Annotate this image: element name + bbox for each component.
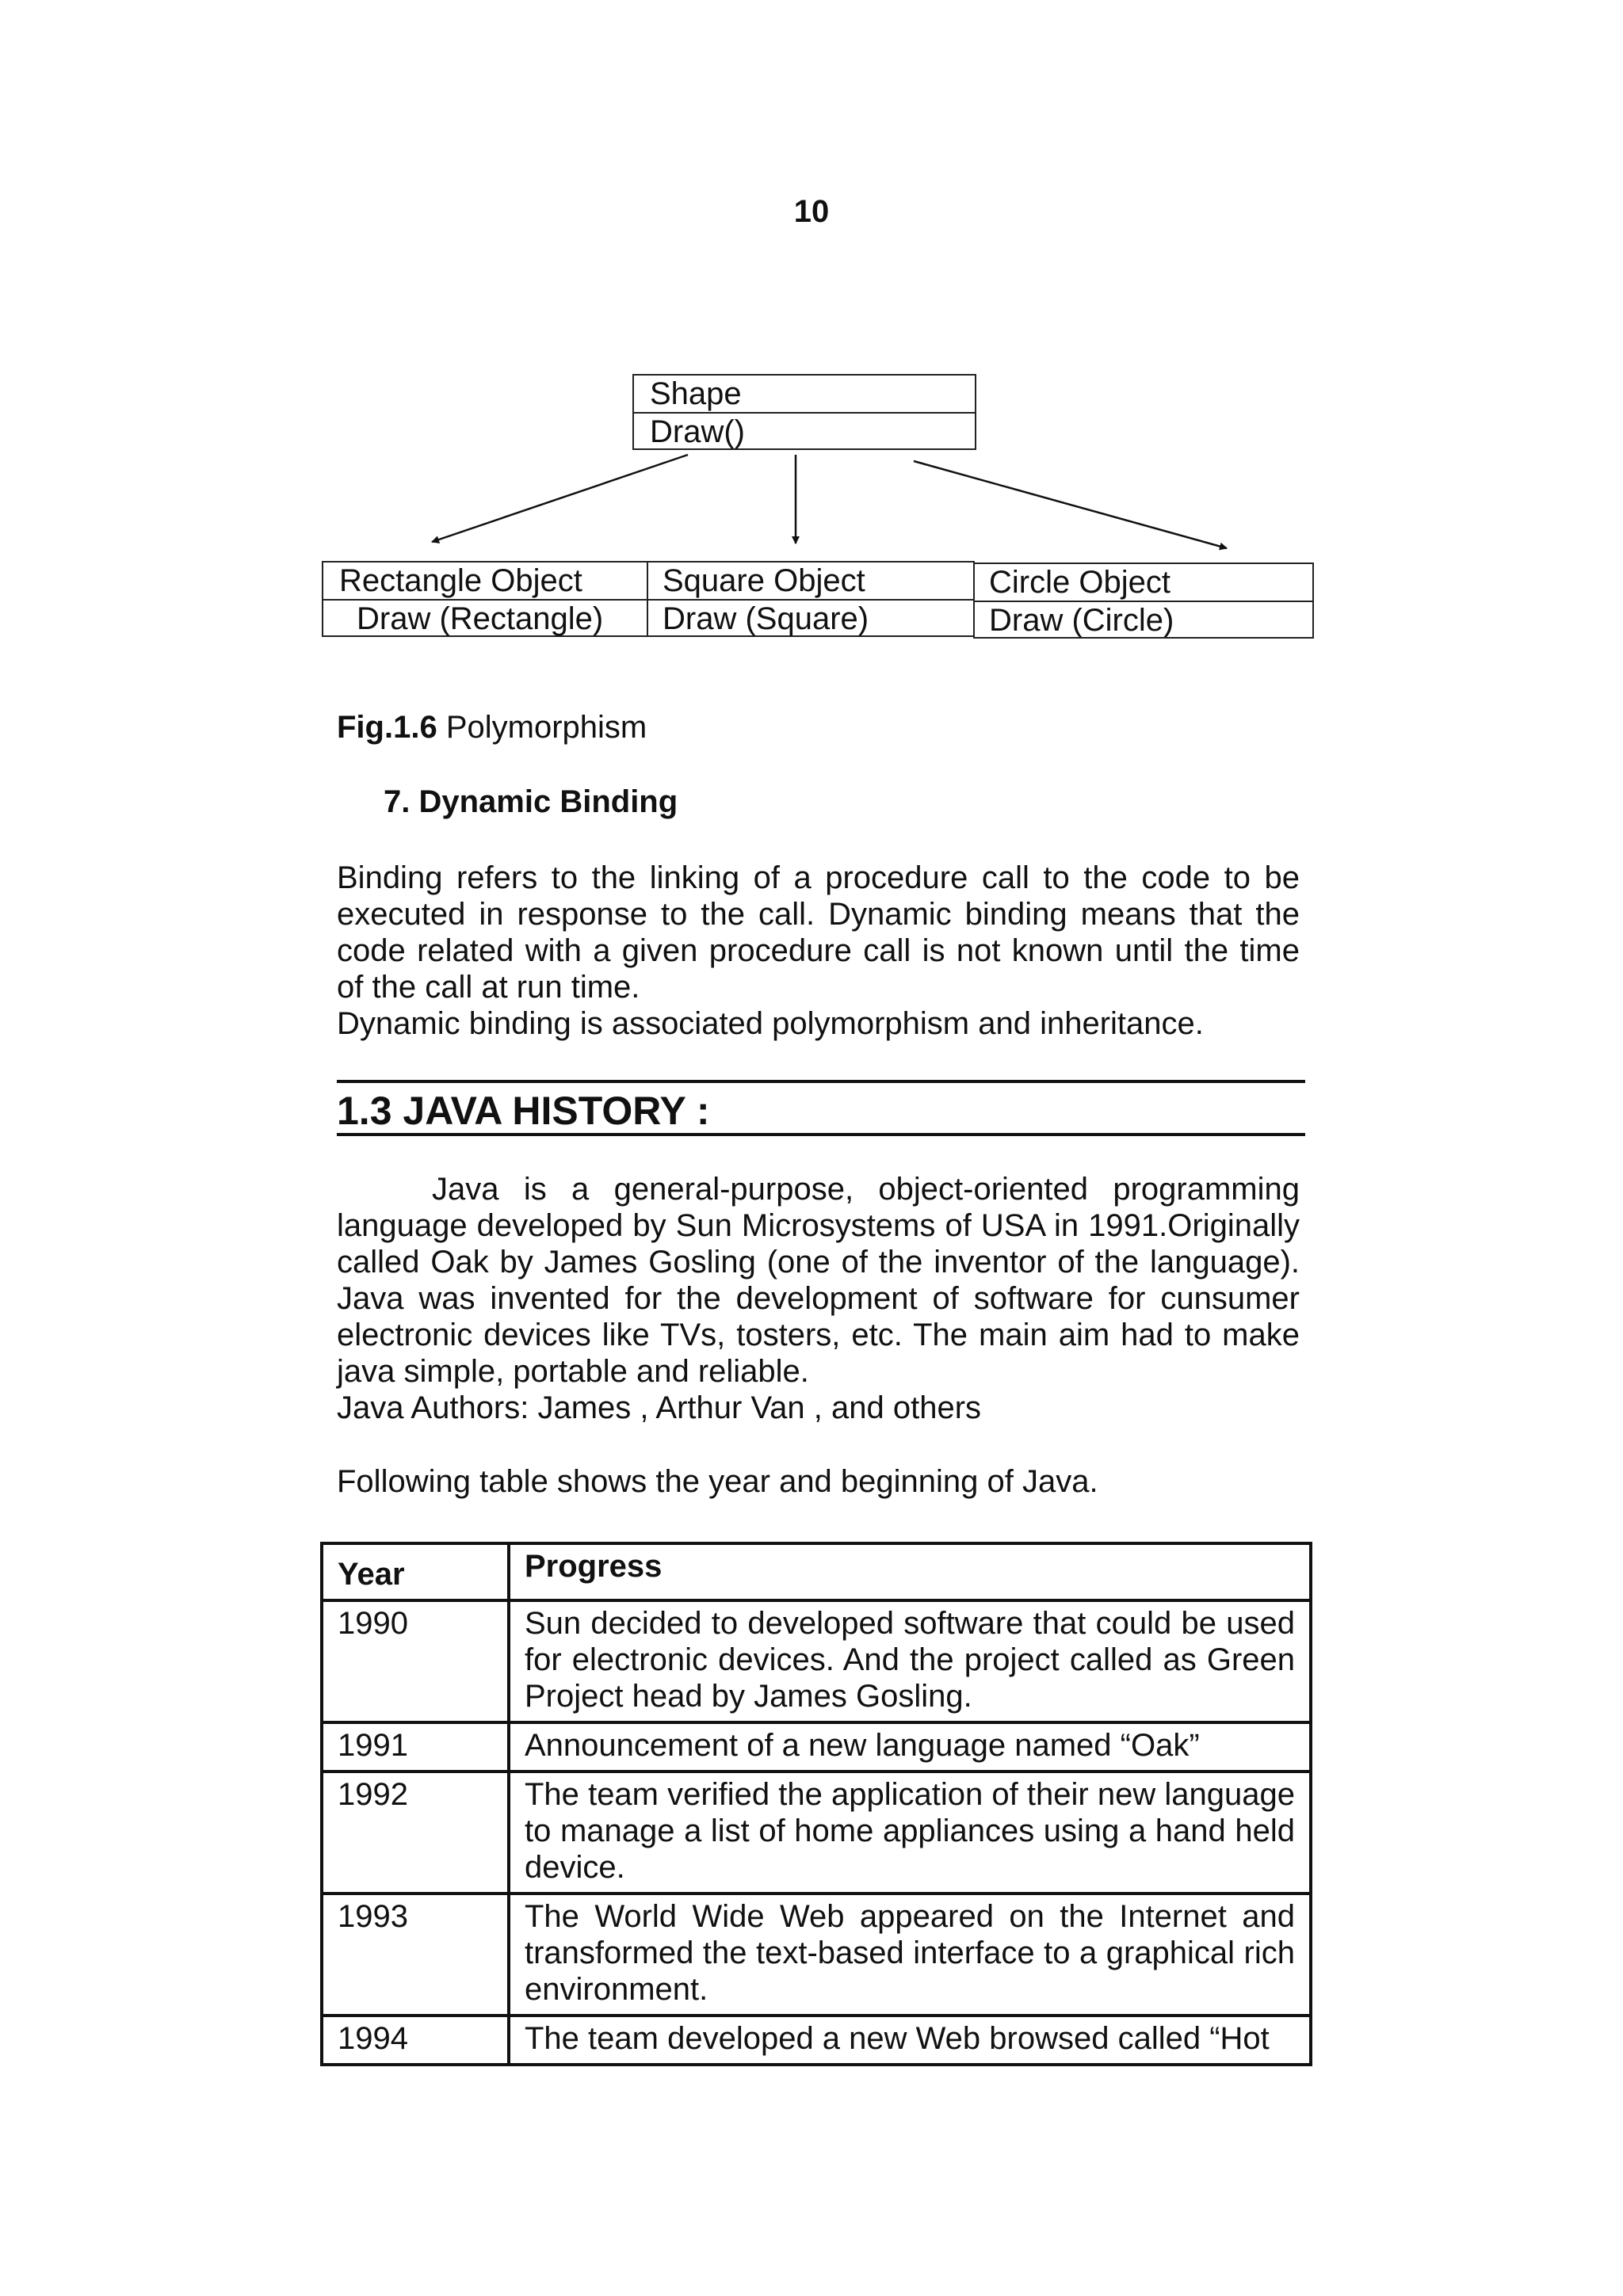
paragraph: Java Authors: James , Arthur Van , and others: [337, 1390, 982, 1425]
square-object-method: Draw (Square): [648, 599, 973, 635]
progress-cell: The team developed a new Web browsed called “Hot: [509, 2016, 1311, 2065]
rectangle-object-method: Draw (Rectangle): [323, 599, 647, 635]
figure-caption: [337, 710, 647, 746]
arrow-to-rectangle: [432, 455, 688, 542]
circle-object-name: Circle Object: [989, 565, 1170, 600]
rectangle-object-name: Rectangle Object: [339, 563, 582, 598]
progress-cell: The team verified the application of their new language to manage a list of home appliances using a hand held device.: [509, 1772, 1311, 1894]
table-row: [322, 1772, 1311, 1894]
shape-class-method: Draw(): [634, 412, 975, 448]
section-heading-dynamic-binding: 7. Dynamic Binding: [384, 784, 678, 819]
figure-label: Fig.1.6: [337, 710, 437, 745]
progress-cell: The World Wide Web appeared on the Internet and transformed the text-based interface to a graphical rich environment.: [509, 1894, 1311, 2016]
shape-class-name: Shape: [650, 376, 742, 411]
table-header-row: [322, 1543, 1311, 1600]
heading-rule-bottom: [337, 1133, 1305, 1136]
circle-object-box: [973, 563, 1314, 639]
table-row: [322, 1722, 1311, 1772]
table-row: [322, 1894, 1311, 2016]
square-object-name: Square Object: [663, 563, 865, 598]
section-heading-java-history: 1.3 JAVA HISTORY :: [337, 1089, 710, 1133]
table-row: [322, 2016, 1311, 2065]
dynamic-binding-text: [337, 860, 1300, 1042]
header-year: Year: [322, 1543, 509, 1600]
paragraph: Java is a general-purpose, object-oriented programming language developed by Sun Microsystems of USA in 1991.Originally called Oak by James Gosling (one of the inventor of the language). Java was invented for the development of software for cunsumer electronic devices like TVs, tosters, etc. The main aim had to make java simple, portable and reliable.: [337, 1172, 1300, 1389]
circle-object-method: Draw (Circle): [975, 601, 1312, 637]
year-cell: 1992: [322, 1772, 509, 1894]
year-cell: 1991: [322, 1722, 509, 1772]
java-history-text: [337, 1171, 1300, 1426]
paragraph: Binding refers to the linking of a procedure call to the code to be executed in response to the call. Dynamic binding means that the code related with a given procedure call is not known until the time of the call at run time.: [337, 860, 1300, 1005]
year-cell: 1994: [322, 2016, 509, 2065]
progress-cell: Sun decided to developed software that could be used for electronic devices. And the project called as Green Project head by James Gosling.: [509, 1600, 1311, 1722]
rectangle-object-box: [322, 561, 648, 637]
paragraph: Dynamic binding is associated polymorphism and inheritance.: [337, 1006, 1204, 1041]
year-cell: 1993: [322, 1894, 509, 2016]
java-history-table: [320, 1542, 1312, 2066]
figure-title: Polymorphism: [445, 710, 647, 745]
table-intro: Following table shows the year and beginning of Java.: [337, 1464, 1098, 1499]
page-number: 10: [793, 194, 830, 229]
progress-cell: Announcement of a new language named “Oak”: [509, 1722, 1311, 1772]
table-row: [322, 1600, 1311, 1722]
square-object-box: [647, 561, 975, 637]
year-cell: 1990: [322, 1600, 509, 1722]
header-progress: Progress: [509, 1543, 1311, 1600]
heading-rule-top: [337, 1080, 1305, 1083]
arrow-to-circle: [914, 461, 1227, 548]
